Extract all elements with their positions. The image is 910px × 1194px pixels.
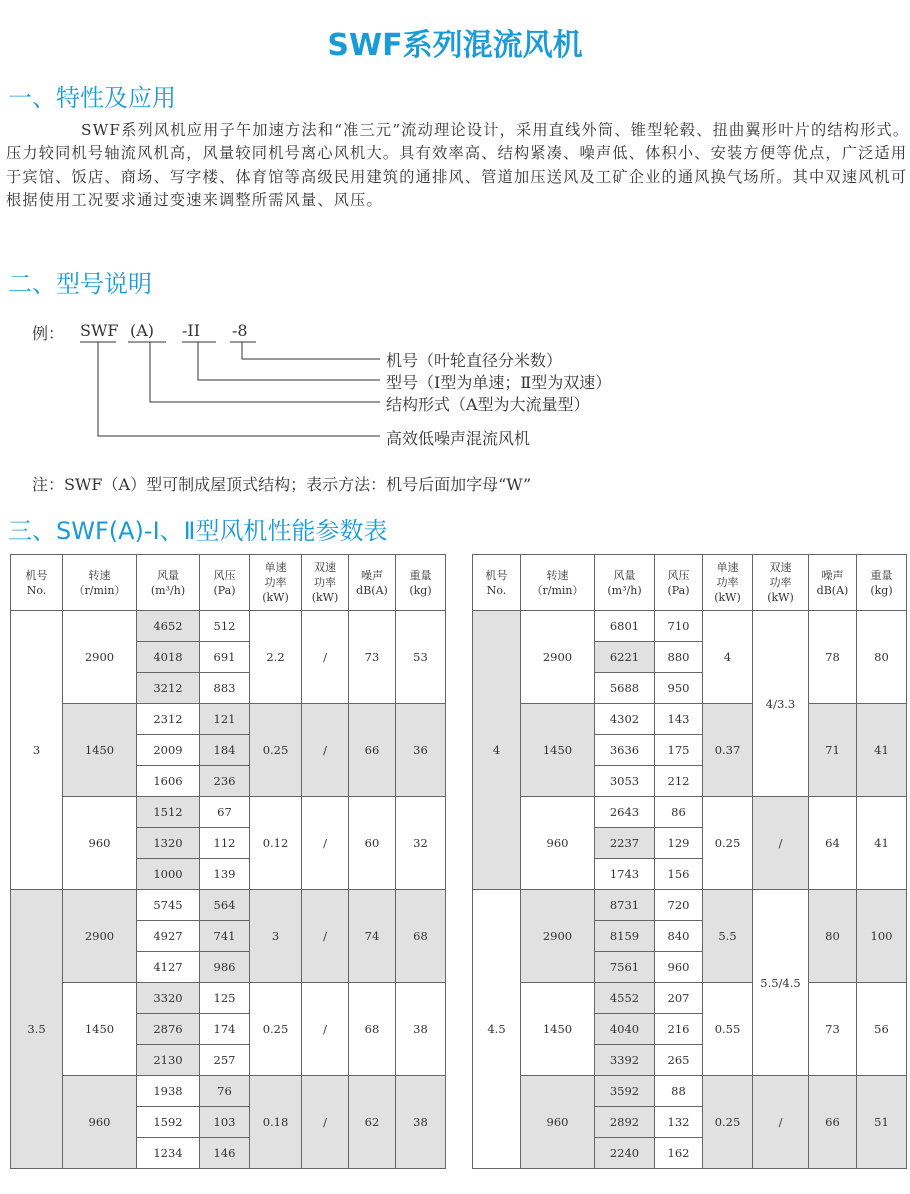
cell-airflow: 4040 [595,1014,655,1045]
cell-dual-power: 5.5/4.5 [753,890,809,1076]
cell-pressure: 86 [655,797,703,828]
cell-speed: 1450 [63,983,137,1076]
cell-pressure: 125 [200,983,250,1014]
cell-airflow: 8731 [595,890,655,921]
cell-single-power: 0.55 [703,983,753,1076]
cell-pressure: 512 [200,611,250,642]
table-header-row [473,555,907,611]
cell-pressure: 741 [200,921,250,952]
cell-pressure: 88 [655,1076,703,1107]
header-pressure: 风压 (Pa) [655,555,703,611]
cell-pressure: 184 [200,735,250,766]
cell-machine-no: 4.5 [473,890,521,1169]
cell-airflow: 3320 [137,983,200,1014]
cell-pressure: 146 [200,1138,250,1169]
cell-noise: 78 [809,611,857,704]
cell-airflow: 1512 [137,797,200,828]
explanation-machine-no: 机号（叶轮直径分米数） [386,351,563,370]
table-row [11,797,446,828]
cell-airflow: 2130 [137,1045,200,1076]
cell-weight: 38 [396,983,446,1076]
cell-pressure: 121 [200,704,250,735]
cell-airflow: 4652 [137,611,200,642]
cell-pressure: 67 [200,797,250,828]
table-row [11,983,446,1014]
cell-single-power: 0.25 [250,983,302,1076]
cell-pressure: 880 [655,642,703,673]
cell-weight: 100 [857,890,907,983]
cell-speed: 960 [521,797,595,890]
cell-speed: 2900 [521,890,595,983]
cell-pressure: 212 [655,766,703,797]
cell-noise: 73 [809,983,857,1076]
cell-airflow: 1000 [137,859,200,890]
section-heading-performance: 三、SWF(A)-Ⅰ、Ⅱ型风机性能参数表 [8,517,388,545]
cell-airflow: 3392 [595,1045,655,1076]
cell-weight: 68 [396,890,446,983]
header-single-power: 单速 功率 (kW) [703,555,753,611]
table-header-row [11,555,446,611]
cell-machine-no: 3.5 [11,890,63,1169]
cell-pressure: 236 [200,766,250,797]
cell-dual-power: / [302,1076,349,1169]
section-heading-features: 一、特性及应用 [8,84,176,112]
cell-pressure: 265 [655,1045,703,1076]
cell-pressure: 156 [655,859,703,890]
cell-noise: 64 [809,797,857,890]
header-dual-power: 双速 功率 (kW) [302,555,349,611]
cell-airflow: 7561 [595,952,655,983]
cell-weight: 51 [857,1076,907,1169]
features-text: SWF系列风机应用子午加速方法和“准三元”流动理论设计，采用直线外筒、锥型轮毂、扭曲翼形叶片的结构形式。压力较同机号轴流风机高，风量较同机号离心风机大。具有效率高、结构紧凑、噪声低、体积小、安装方便等优点，广泛适用于宾馆、饭店、商场、写字楼、体育馆等高级民用建筑的通排风、管道加压送风及工矿企业的通风换气场所。其中双速风机可根据使用工况要求通过变速来调整所需风量、风压。 [6,121,910,210]
cell-speed: 960 [63,797,137,890]
table-row [473,1076,907,1107]
cell-airflow: 2009 [137,735,200,766]
cell-airflow: 4552 [595,983,655,1014]
cell-single-power: 0.18 [250,1076,302,1169]
cell-single-power: 4 [703,611,753,704]
cell-pressure: 840 [655,921,703,952]
table-row [11,704,446,735]
cell-pressure: 564 [200,890,250,921]
cell-weight: 56 [857,983,907,1076]
cell-pressure: 162 [655,1138,703,1169]
cell-airflow: 5688 [595,673,655,704]
cell-airflow: 5745 [137,890,200,921]
cell-airflow: 1938 [137,1076,200,1107]
model-part-ii: -II [182,321,201,340]
cell-noise: 71 [809,704,857,797]
model-part-swf: SWF [80,321,119,340]
cell-single-power: 0.25 [703,797,753,890]
cell-airflow: 2312 [137,704,200,735]
cell-noise: 73 [349,611,396,704]
cell-pressure: 129 [655,828,703,859]
cell-speed: 1450 [521,704,595,797]
cell-pressure: 103 [200,1107,250,1138]
cell-single-power: 0.37 [703,704,753,797]
header-dual-power: 双速 功率 (kW) [753,555,809,611]
cell-airflow: 3053 [595,766,655,797]
cell-weight: 38 [396,1076,446,1169]
cell-pressure: 257 [200,1045,250,1076]
header-speed: 转速 （r/min） [63,555,137,611]
header-weight: 重量 (kg) [857,555,907,611]
cell-single-power: 3 [250,890,302,983]
cell-noise: 74 [349,890,396,983]
cell-machine-no: 3 [11,611,63,890]
model-note: 注：SWF（A）型可制成屋顶式结构；表示方法：机号后面加字母“W” [32,475,532,494]
model-part-a: (A) [130,321,155,340]
page-title: SWF系列混流风机 [327,28,583,63]
cell-dual-power: / [302,797,349,890]
cell-single-power: 0.25 [703,1076,753,1169]
cell-dual-power: / [753,797,809,890]
cell-pressure: 175 [655,735,703,766]
cell-noise: 60 [349,797,396,890]
header-no: 机号 No. [473,555,521,611]
cell-airflow: 2237 [595,828,655,859]
cell-dual-power: 4/3.3 [753,611,809,797]
cell-pressure: 76 [200,1076,250,1107]
cell-dual-power: / [753,1076,809,1169]
cell-single-power: 5.5 [703,890,753,983]
example-prefix: 例： [32,324,65,343]
cell-weight: 41 [857,797,907,890]
cell-pressure: 139 [200,859,250,890]
cell-machine-no: 4 [473,611,521,890]
performance-table-right [472,554,907,1169]
header-noise: 噪声 dB(A) [349,555,396,611]
cell-weight: 41 [857,704,907,797]
cell-airflow: 4302 [595,704,655,735]
cell-airflow: 1234 [137,1138,200,1169]
header-airflow: 风量 (m³/h) [595,555,655,611]
cell-noise: 62 [349,1076,396,1169]
cell-noise: 66 [349,704,396,797]
cell-pressure: 710 [655,611,703,642]
cell-airflow: 4127 [137,952,200,983]
cell-speed: 2900 [63,611,137,704]
cell-airflow: 3636 [595,735,655,766]
explanation-fan: 高效低噪声混流风机 [386,429,531,448]
cell-single-power: 2.2 [250,611,302,704]
cell-airflow: 6801 [595,611,655,642]
table-row [11,1076,446,1107]
cell-pressure: 883 [200,673,250,704]
cell-speed: 960 [521,1076,595,1169]
cell-pressure: 960 [655,952,703,983]
cell-speed: 2900 [521,611,595,704]
cell-airflow: 2643 [595,797,655,828]
model-part-8: -8 [232,321,248,340]
cell-pressure: 174 [200,1014,250,1045]
cell-dual-power: / [302,983,349,1076]
header-speed: 转速 （r/min） [521,555,595,611]
cell-airflow: 8159 [595,921,655,952]
cell-airflow: 3212 [137,673,200,704]
cell-dual-power: / [302,890,349,983]
cell-airflow: 2876 [137,1014,200,1045]
cell-pressure: 720 [655,890,703,921]
header-no: 机号 No. [11,555,63,611]
header-single-power: 单速 功率 (kW) [250,555,302,611]
table-row [473,890,907,921]
table-row [473,983,907,1014]
section-heading-model: 二、型号说明 [8,270,152,298]
cell-dual-power: / [302,704,349,797]
table-row [473,704,907,735]
cell-airflow: 4927 [137,921,200,952]
cell-airflow: 2240 [595,1138,655,1169]
cell-airflow: 1743 [595,859,655,890]
table-row [11,890,446,921]
cell-speed: 2900 [63,890,137,983]
cell-airflow: 1592 [137,1107,200,1138]
header-pressure: 风压 (Pa) [200,555,250,611]
cell-pressure: 950 [655,673,703,704]
header-noise: 噪声 dB(A) [809,555,857,611]
table-row [11,611,446,642]
cell-speed: 960 [63,1076,137,1169]
cell-weight: 32 [396,797,446,890]
cell-weight: 36 [396,704,446,797]
cell-pressure: 986 [200,952,250,983]
cell-pressure: 132 [655,1107,703,1138]
cell-speed: 1450 [521,983,595,1076]
header-airflow: 风量 (m³/h) [137,555,200,611]
cell-dual-power: / [302,611,349,704]
cell-noise: 68 [349,983,396,1076]
cell-airflow: 1606 [137,766,200,797]
cell-pressure: 216 [655,1014,703,1045]
cell-pressure: 112 [200,828,250,859]
cell-noise: 66 [809,1076,857,1169]
cell-noise: 80 [809,890,857,983]
header-weight: 重量 (kg) [396,555,446,611]
explanation-structure: 结构形式（A型为大流量型） [386,395,590,414]
cell-airflow: 3592 [595,1076,655,1107]
cell-single-power: 0.25 [250,704,302,797]
cell-speed: 1450 [63,704,137,797]
cell-pressure: 143 [655,704,703,735]
cell-weight: 80 [857,611,907,704]
performance-table-left [10,554,446,1169]
cell-pressure: 207 [655,983,703,1014]
cell-airflow: 6221 [595,642,655,673]
cell-airflow: 1320 [137,828,200,859]
cell-airflow: 2892 [595,1107,655,1138]
cell-single-power: 0.12 [250,797,302,890]
cell-airflow: 4018 [137,642,200,673]
cell-weight: 53 [396,611,446,704]
cell-pressure: 691 [200,642,250,673]
explanation-type: 型号（Ⅰ型为单速；Ⅱ型为双速） [386,373,612,392]
table-row [473,797,907,828]
table-row [473,611,907,642]
